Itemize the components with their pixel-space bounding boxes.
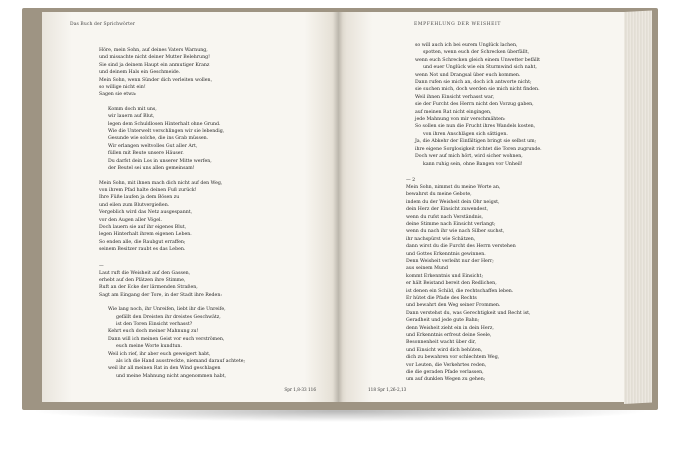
verse-line: bewahrst du meine Gebote, bbox=[406, 192, 472, 198]
verse-line: und bewahrt den Weg seiner Frommen. bbox=[406, 303, 501, 309]
verse-line: Wie lang noch, ihr Unreifen, liebt ihr die Unreife, bbox=[108, 307, 226, 313]
verse-line: wenn Not und Drangsal über euch kommen. bbox=[415, 72, 521, 78]
verse-line: Kehrt euch doch meiner Mahnung zu! bbox=[108, 329, 199, 335]
verse-line: sie der Furcht des Herrn nicht den Vorzug gaben, bbox=[415, 102, 534, 108]
verse-line: Dann will ich meinen Geist vor euch verströmen, bbox=[108, 336, 225, 342]
verse-line: und meine Mahnung nicht angenommen habt, bbox=[116, 373, 227, 379]
verse-line: Geradheit und jede gute Bahn; bbox=[406, 318, 480, 324]
left-running-header: Das Buch der Sprichwörter bbox=[70, 22, 136, 27]
section-marker: — 2 bbox=[406, 177, 416, 183]
verse-line: Ihre Füße laufen ja dem Bösen zu bbox=[99, 195, 180, 201]
verse-line: dann wirst du die Furcht des Herrn verstehen bbox=[406, 244, 516, 250]
verse-line: Gesunde wie solche, die ins Grab müssen. bbox=[108, 136, 209, 142]
section-marker: — bbox=[99, 263, 104, 269]
verse-line: legen Hinterhalt ihrem eigenen Leben. bbox=[99, 232, 192, 238]
right-text-column bbox=[406, 42, 616, 384]
verse-line: indem du der Weisheit dein Ohr neigst, bbox=[406, 199, 500, 205]
verse-line: seinem Besitzer raubt es das Leben. bbox=[99, 247, 186, 253]
verse-line: Mein Sohn, wenn Sünder dich verleiten wollen, bbox=[99, 77, 213, 83]
verse-line: und Einsicht wird dich behüten, bbox=[406, 347, 483, 353]
verse-line: wenn du rufst nach Verständnis, bbox=[406, 214, 484, 220]
verse-line: Doch lauern sie auf ihr eigenes Blut, bbox=[99, 224, 187, 230]
verse-line: Sie sind ja deinem Haupt ein anmutiger Kranz bbox=[99, 62, 210, 68]
verse-line: Laut ruft die Weisheit auf den Gassen, bbox=[99, 270, 191, 276]
book-gutter bbox=[333, 12, 343, 402]
verse-line: erhebt auf den Plätzen ihre Stimme, bbox=[99, 277, 186, 283]
verse-line: wir lauern auf Blut, bbox=[108, 114, 155, 120]
right-page bbox=[338, 12, 624, 402]
verse-line: weil ihr all meinen Rat in den Wind geschlagen bbox=[108, 366, 221, 372]
verse-line: ist den Toren Einsicht verhasst? bbox=[116, 322, 193, 327]
right-page-footer: 118 Spr 1,26-2,13 bbox=[368, 387, 407, 392]
verse-line: er hält Beistand bereit den Redlichen, bbox=[406, 281, 497, 287]
verse-line: Sagen sie etwa: bbox=[99, 92, 137, 98]
verse-line: Du darfst dein Los in unserer Mitte werfen, bbox=[108, 158, 212, 164]
verse-line: euch meine Worte kundtun. bbox=[116, 344, 182, 350]
verse-line: um auf dunklen Wegen zu gehen; bbox=[406, 377, 486, 383]
verse-line: Wie die Unterwelt verschlingen wir sie lebendig, bbox=[108, 129, 225, 135]
verse-line: Dann verstehst du, was Gerechtigkeit und Recht ist, bbox=[406, 310, 531, 316]
verse-line: Wir erlangen weltvolles Gut aller Art, bbox=[108, 143, 198, 149]
verse-line: Denn Weisheit verleiht nur der Herr; bbox=[406, 258, 494, 264]
verse-line: Doch wer auf mich hört, wird sicher wohnen, bbox=[415, 154, 523, 160]
stanza-gap bbox=[99, 173, 329, 180]
verse-line: wenn du nach ihr wie nach Silber suchst, bbox=[406, 229, 505, 235]
page-edges bbox=[624, 11, 652, 404]
verse-line: Mein Sohn, mit ihnen mach dich nicht auf den Weg, bbox=[99, 180, 223, 186]
right-running-header: EMPFEHLUNG DER WEISHEIT bbox=[414, 22, 502, 27]
verse-line: gefällt den Dreisten ihr dreistes Geschwätz, bbox=[116, 314, 221, 320]
verse-line: Er hütet die Pfade des Rechts bbox=[406, 296, 477, 301]
verse-line: Dann rufen sie mich an, doch ich antworte nicht; bbox=[415, 80, 532, 86]
verse-line: so willige nicht ein! bbox=[99, 85, 146, 91]
verse-line: aus seinem Mund bbox=[406, 266, 448, 272]
verse-line: denn Weisheit zieht ein in dein Herz, bbox=[406, 325, 494, 331]
verse-line: Vergeblich wird das Netz ausgespannt, bbox=[99, 210, 193, 216]
verse-line: und Erkenntnis erfreut deine Seele, bbox=[406, 333, 492, 339]
verse-line: vor den Augen aller Vögel. bbox=[99, 217, 163, 223]
verse-line: Besonnenheit wacht über dir, bbox=[406, 340, 477, 346]
stanza-gap bbox=[99, 254, 329, 263]
verse-line: dich zu bewahren vor schlechtem Weg, bbox=[406, 355, 500, 361]
stanza-gap bbox=[99, 99, 329, 106]
verse-line: ist denen ein Schild, die rechtschaffen leben. bbox=[406, 288, 514, 294]
left-text-column bbox=[99, 47, 329, 380]
verse-line: So enden alle, die Raubgut erraffen; bbox=[99, 239, 186, 245]
verse-line: spotten, wenn euch der Schrecken überfällt, bbox=[423, 50, 530, 56]
verse-line: Ja, die Abkehr der Einfältigen bringt sie selbst um; bbox=[415, 139, 537, 145]
verse-line: ihre eigene Sorglosigkeit richtet die Toren zugrunde. bbox=[415, 146, 542, 152]
verse-line: kommt Erkenntnis und Einsicht; bbox=[406, 273, 484, 279]
verse-line: die die geraden Pfade verlassen, bbox=[406, 370, 484, 376]
verse-line: und euer Unglück wie ein Sturmwind sich naht, bbox=[423, 65, 537, 71]
stanza-gap bbox=[406, 168, 616, 177]
verse-line: füllen mit Beute unsere Häuser. bbox=[108, 151, 184, 157]
verse-line: Höre, mein Sohn, auf deines Vaters Warnung, bbox=[99, 48, 208, 53]
verse-line: und Gottes Erkenntnis gewinnen. bbox=[406, 251, 486, 257]
verse-line: auf meinen Rat nicht eingingen, bbox=[415, 109, 492, 115]
verse-line: sie suchen mich, doch werden sie mich nicht finden. bbox=[415, 87, 540, 93]
verse-line: ihr nachspürst wie Schätzen, bbox=[406, 236, 476, 242]
left-page bbox=[42, 12, 340, 402]
verse-line: wenn euch Schrecken gleich einem Unwetter befällt bbox=[415, 57, 540, 63]
verse-line: und missachte nicht deiner Mutter Belehrung! bbox=[99, 55, 210, 61]
verse-line: von ihrem Pfad halte deinen Fuß zurück! bbox=[99, 187, 197, 193]
verse-line: vor Leuten, die Verkehrtes reden, bbox=[406, 362, 487, 368]
verse-line: jede Mahnung von mir verschmähten: bbox=[415, 117, 506, 123]
verse-line: und eilen zum Blutvergießen. bbox=[99, 202, 170, 208]
verse-line: So sollen sie nun die Frucht ihres Wandels kosten, bbox=[415, 124, 536, 130]
verse-line: Weil ihnen Einsicht verhasst war, bbox=[415, 94, 495, 100]
verse-line: der Beutel sei uns allen gemeinsam! bbox=[108, 166, 195, 172]
stanza-gap bbox=[99, 299, 329, 306]
verse-line: Sagt am Eingang der Tore, in der Stadt ihre Reden: bbox=[99, 292, 222, 298]
verse-line: Mein Sohn, nimmst du meine Worte an, bbox=[406, 184, 501, 190]
verse-line: deine Stimme nach Einsicht verlangt; bbox=[406, 221, 496, 227]
left-page-footer: Spr 1,8-33 116 bbox=[284, 387, 316, 392]
verse-line: dein Herz der Einsicht zuwendest, bbox=[406, 207, 489, 213]
verse-line: so will auch ich bei eurem Unglück lachen, bbox=[415, 43, 518, 48]
verse-line: Komm doch mit uns, bbox=[108, 106, 157, 112]
verse-line: von ihren Anschlägen sich sättigen. bbox=[423, 131, 508, 137]
verse-line: legen dem Schuldlosen Hinterhalt ohne Grund. bbox=[108, 121, 221, 127]
verse-line: Weil ich rief, ihr aber euch geweigert habt, bbox=[108, 351, 211, 357]
verse-line: als ich die Hand ausstreckte, niemand darauf achtete; bbox=[116, 359, 246, 365]
verse-line: und deinem Hals ein Geschmeide. bbox=[99, 70, 181, 76]
verse-line: Ruft an der Ecke der lärmenden Straßen, bbox=[99, 285, 198, 291]
verse-line: kann ruhig sein, ohne Bangen vor Unheil! bbox=[423, 161, 523, 167]
